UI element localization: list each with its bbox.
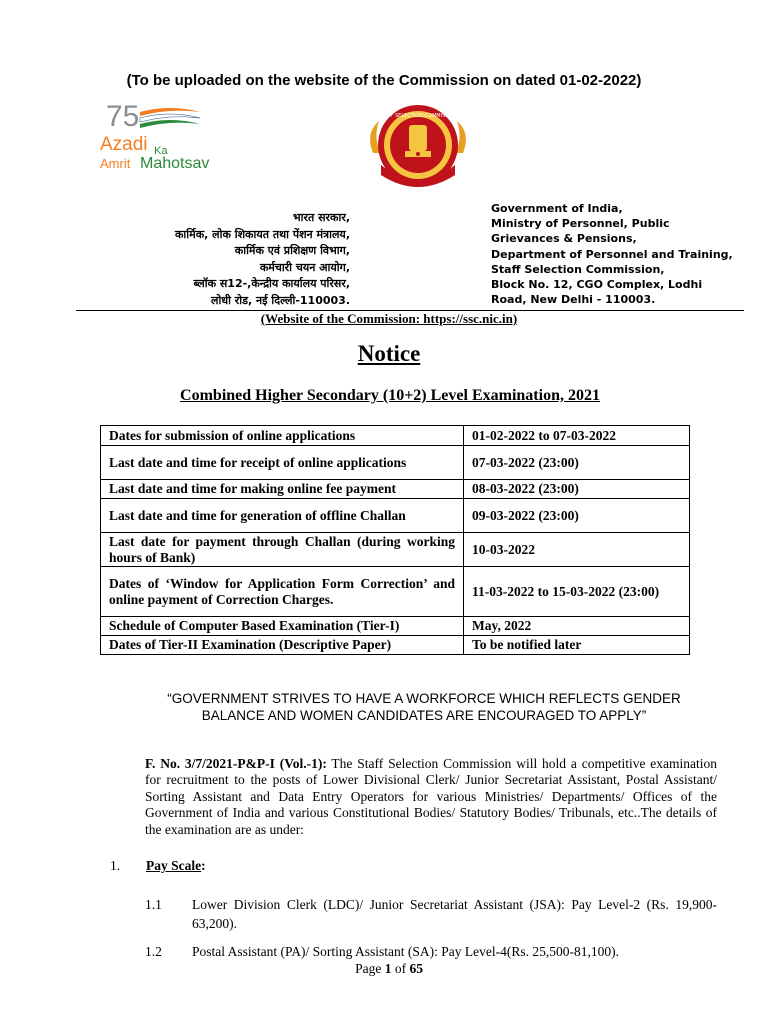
logo-mahotsav: Mahotsav: [140, 155, 210, 172]
intro-text: The Staff Selection Commission will hold a competitive examination for recruitment to the posts of Lower Divisional Clerk/ Junior Secretariat Assistant, Postal Assistant/ Sorting Assistant and Data Entry Operators for various Ministries/ Departments/ Offices of the Government of India and various Constitutional Bodies/ Statutory Bodies/ Tribunals, etc..The details of the examination are as under:: [145, 756, 717, 837]
website-link[interactable]: (Website of the Commission: https://ssc.nic.in): [260, 311, 518, 326]
ssc-emblem: [359, 103, 477, 195]
quote-line: BALANCE AND WOMEN CANDIDATES ARE ENCOURAGED TO APPLY”: [201, 708, 647, 723]
section-title: Pay Scale: [146, 858, 202, 873]
item-text: Postal Assistant (PA)/ Sorting Assistant (SA): Pay Level-4(Rs. 25,500-81,100).: [192, 944, 620, 959]
english-line: Department of Personnel and Training,: [491, 247, 733, 261]
english-line: Block No. 12, CGO Complex, Lodhi: [491, 278, 703, 292]
list-item: [145, 942, 717, 961]
page-footer: [0, 961, 768, 977]
logo-ka: Ka: [154, 145, 168, 157]
page-current: 1: [384, 961, 392, 976]
page-total: 65: [409, 961, 423, 976]
schedule-value: 07-03-2022 (23:00): [464, 446, 690, 480]
table-row: [101, 636, 690, 655]
table-row: [101, 499, 690, 533]
english-line: Ministry of Personnel, Public: [491, 217, 670, 231]
table-row: [101, 567, 690, 617]
schedule-value: 01-02-2022 to 07-03-2022: [464, 426, 690, 446]
schedule-value: 11-03-2022 to 15-03-2022 (23:00): [464, 567, 690, 617]
schedule-label: Schedule of Computer Based Examination (Tier-I): [101, 617, 464, 636]
schedule-value: 08-03-2022 (23:00): [464, 480, 690, 499]
english-address: [491, 201, 733, 307]
item-text: Lower Division Clerk (LDC)/ Junior Secretariat Assistant (JSA): Pay Level-2 (Rs. 19,900-63,200).: [192, 897, 717, 931]
table-row: [101, 480, 690, 499]
hindi-line: कार्मिक, लोक शिकायत तथा पेंशन मंत्रालय,: [174, 227, 350, 241]
quote-line: “GOVERNMENT STRIVES TO HAVE A WORKFORCE WHICH REFLECTS GENDER: [167, 691, 681, 706]
logo-amrit: Amrit: [100, 156, 131, 171]
hindi-address: [175, 210, 350, 309]
item-number: 1.1: [145, 897, 162, 912]
schedule-label: Last date and time for receipt of online applications: [101, 446, 464, 480]
hindi-line: लोधी रोड, नई दिल्ली-110003.: [211, 293, 350, 307]
upload-note: (To be uploaded on the website of the Commission on dated 01-02-2022): [126, 72, 642, 89]
exam-title: Combined Higher Secondary (10+2) Level Examination, 2021: [180, 387, 600, 404]
schedule-label: Last date and time for making online fee payment: [101, 480, 464, 499]
table-row: [101, 426, 690, 446]
english-line: Staff Selection Commission,: [491, 262, 665, 276]
schedule-label: Dates for submission of online applications: [101, 426, 464, 446]
english-line: Government of India,: [491, 202, 623, 215]
logo-azadi: Azadi: [100, 134, 148, 155]
emblem-ring-text: STAFF SELECTION COMMISSION: [378, 113, 458, 119]
hindi-line: कर्मचारी चयन आयोग,: [259, 260, 350, 274]
table-row: [101, 446, 690, 480]
footer-prefix: Page: [355, 961, 385, 976]
hindi-line: ब्लॉक स12-,केन्द्रीय कार्यालय परिसर,: [193, 277, 350, 290]
intro-paragraph: [145, 756, 717, 838]
hindi-line: भारत सरकार,: [292, 211, 350, 224]
logo-number: 75: [106, 100, 140, 133]
schedule-value: May, 2022: [464, 617, 690, 636]
table-row: [101, 617, 690, 636]
schedule-value: 09-03-2022 (23:00): [464, 499, 690, 533]
footer-of: of: [391, 961, 410, 976]
schedule-label: Last date and time for generation of offline Challan: [101, 499, 464, 533]
azadi-ka-amrit-mahotsav-logo: [100, 98, 240, 178]
hindi-line: कार्मिक एवं प्रशिक्षण विभाग,: [234, 244, 350, 257]
section-number: 1.: [110, 858, 121, 873]
english-line: Grievances & Pensions,: [491, 232, 637, 246]
list-item: [145, 895, 717, 933]
file-number: F. No. 3/7/2021-P&P-I (Vol.-1):: [145, 756, 327, 771]
table-row: [101, 533, 690, 567]
gender-balance-quote: [0, 690, 768, 724]
schedule-value: To be notified later: [464, 636, 690, 655]
page-title: Notice: [357, 341, 421, 366]
section-colon: :: [201, 858, 206, 873]
schedule-label: Dates of ‘Window for Application Form Correction’ and online payment of Correction Charges.: [101, 567, 464, 617]
item-number: 1.2: [145, 944, 162, 959]
schedule-value: 10-03-2022: [464, 533, 690, 567]
schedule-label: Last date for payment through Challan (during working hours of Bank): [101, 533, 464, 567]
schedule-label: Dates of Tier-II Examination (Descriptive Paper): [101, 636, 464, 655]
section-heading: [110, 858, 206, 874]
english-line: Road, New Delhi - 110003.: [491, 293, 656, 307]
schedule-table: [100, 425, 690, 655]
